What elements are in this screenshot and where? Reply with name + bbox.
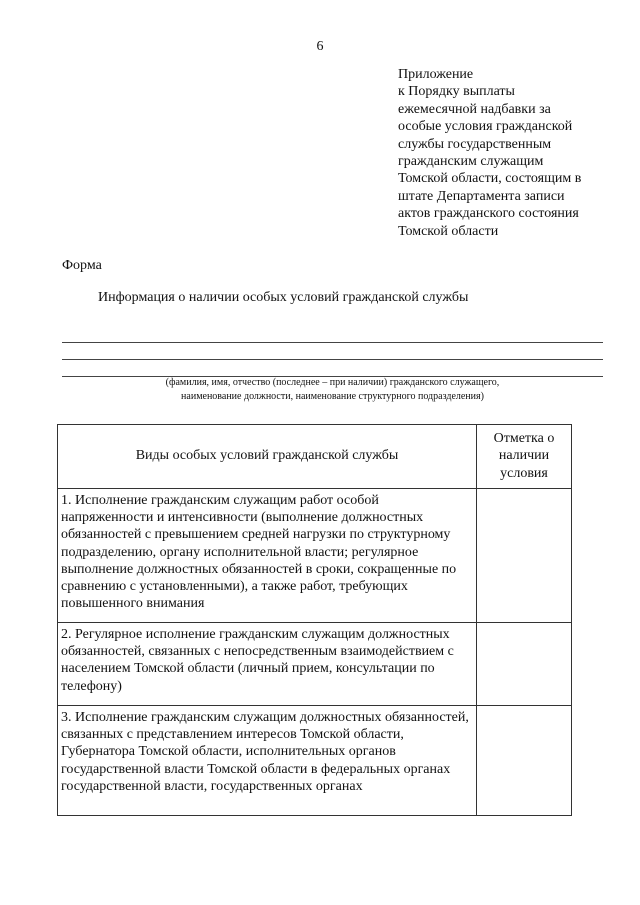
condition-text: 2. Регулярное исполнение гражданским служащим должностных обязанностей, связанных с непосредственным взаимодействием с населением Томской области (личный прием, консультации по телефону)	[58, 623, 477, 706]
table-header-row	[58, 425, 572, 489]
appendix-line: Приложение	[398, 67, 474, 82]
fill-line-caption	[62, 376, 603, 403]
mark-cell[interactable]	[477, 489, 572, 623]
caption-line: (фамилия, имя, отчество (последнее – при наличии) гражданского служащего,	[165, 377, 500, 388]
mark-cell[interactable]	[477, 623, 572, 706]
appendix-line: к Порядку выплаты	[398, 84, 515, 100]
appendix-line: Томской области	[398, 223, 499, 239]
condition-text: 3. Исполнение гражданским служащим должностных обязанностей, связанных с представлением интересов Томской области, Губернатора Томской области, исполнительных органов государственной власти Томской области в федеральных органах государственной власти, государственных органах	[58, 706, 477, 816]
document-title: Информация о наличии особых условий гражданской службы	[98, 290, 469, 305]
table-row	[58, 706, 572, 816]
appendix-line: ежемесячной надбавки за	[398, 101, 551, 117]
table-row	[58, 489, 572, 623]
appendix-line: особые условия гражданской	[398, 119, 573, 135]
conditions-table	[57, 424, 572, 816]
appendix-line: службы государственным	[398, 136, 552, 152]
mark-cell[interactable]	[477, 706, 572, 816]
condition-text: 1. Исполнение гражданским служащим работ особой напряженности и интенсивности (выполнение должностных обязанностей с превышением средней нагрузки по структурному подразделению, органу исполнительной власти; регулярное выполнение должностных обязанностей в сроки, сокращенные по сравнению с установленными), а также работ, требующих повышенного внимания	[58, 489, 477, 623]
appendix-line: актов гражданского состояния	[398, 206, 579, 222]
appendix-line: штате Департамента записи	[398, 188, 565, 204]
header-mark: Отметка о наличии условия	[477, 425, 572, 489]
table-row	[58, 623, 572, 706]
appendix-line: Томской области, состоящим в	[398, 171, 582, 187]
caption-line: наименование должности, наименование структурного подразделения)	[181, 390, 484, 402]
appendix-line: гражданским служащим	[398, 154, 544, 170]
page-number: 6	[316, 39, 324, 54]
position-fill-line[interactable]	[62, 359, 603, 360]
name-fill-line[interactable]	[62, 342, 603, 343]
form-label: Форма	[62, 258, 102, 273]
appendix-block	[398, 66, 630, 240]
header-conditions: Виды особых условий гражданской службы	[58, 425, 477, 489]
